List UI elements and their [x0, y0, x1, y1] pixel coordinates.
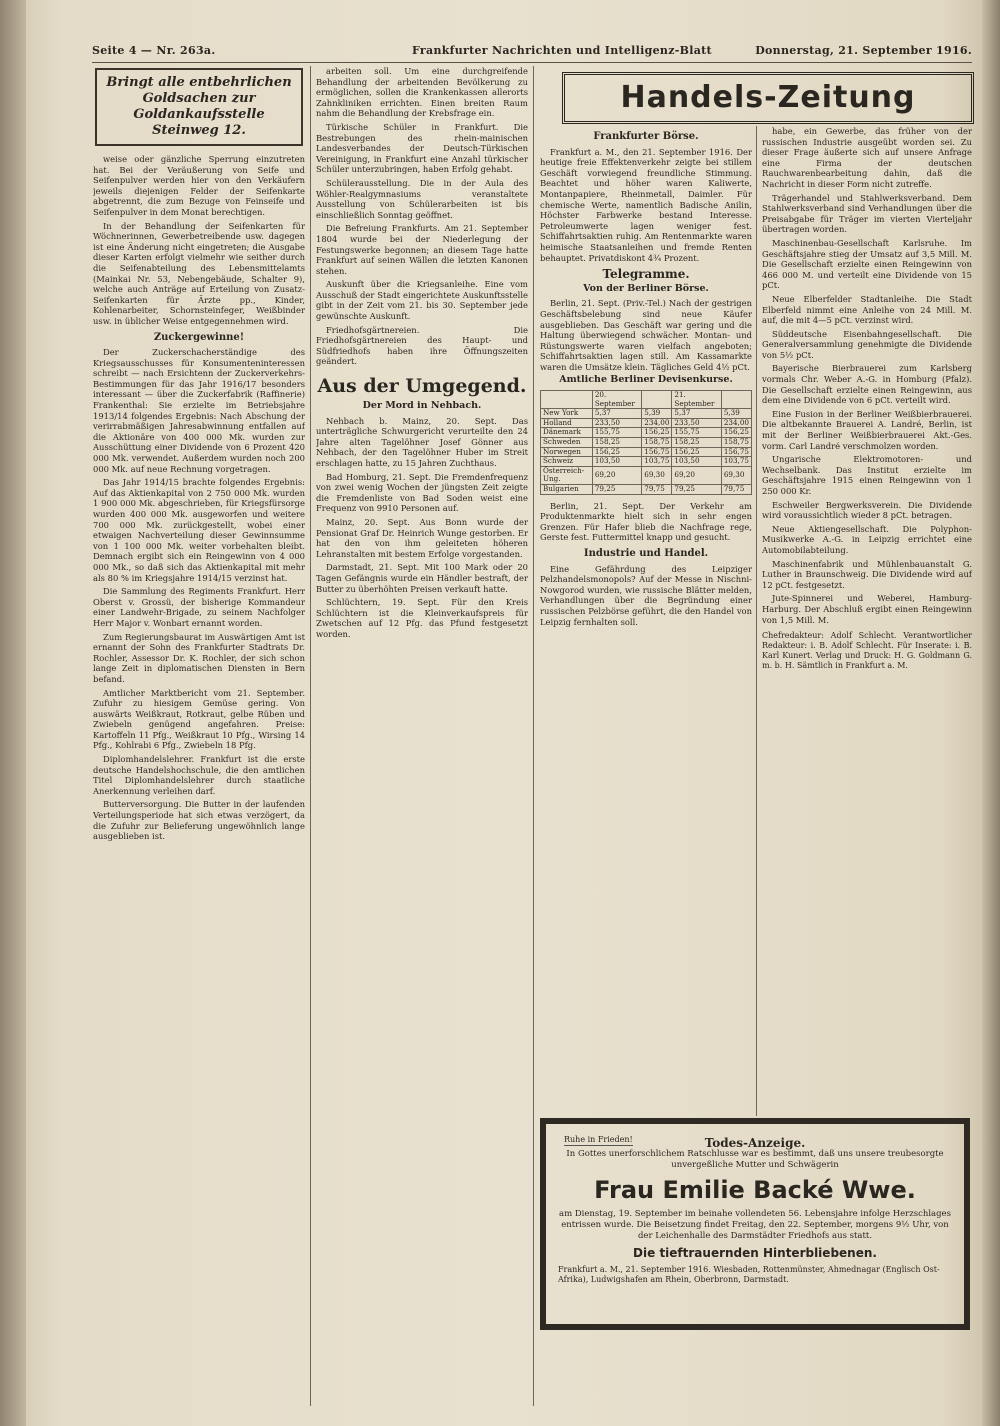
article-paragraph: Nehbach b. Mainz, 20. Sept. Das unterträgliche Schwurgericht verurteilte den 24 Jahre alten Tagelöhner Josef Gönner aus Nehbach, der den Tagelöhner Huber im Streit erschlagen hatte, zu 15 Jahren Zuchthaus. [316, 415, 528, 468]
table-cell: 5,39 [721, 409, 751, 419]
table-cell: 69,30 [642, 466, 672, 484]
table-header-row [541, 391, 752, 409]
article-paragraph: Das Jahr 1914/15 brachte folgendes Ergebnis: Auf das Aktienkapital von 2 750 000 Mk. wurden 1 900 000 Mk. abgeschrieben, für Kriegsfürsorge wurden 400 000 Mk. ausgeworfen und weitere 700 000 Mk. zurückgestellt, wobei einer etwaigen Nachverteilung dieser Gewinnsumme von 1 100 000 Mk. weiter vorbehalten bleibt. Demnach ergibt sich ein Reingewinn von 4 000 000 Mk., so daß sich das Aktienkapital mit mehr als 80 % im Kriegsjahre 1914/15 verzinst hat. [93, 477, 305, 583]
table-header-cell: 20. September [592, 391, 641, 409]
issue-date: Donnerstag, 21. September 1916. [755, 44, 972, 57]
table-cell: 5,37 [672, 409, 721, 419]
article-paragraph: Trägerhandel und Stahlwerksverband. Dem Stahlwerksverband sind Verhandlungen über die Preisabgabe für Träger im vierten Vierteljahr übertragen worden. [762, 192, 972, 235]
table-cell: 103,50 [592, 457, 641, 467]
article-paragraph: Butterversorgung. Die Butter in der laufenden Verteilungsperiode hat sich etwas verzögert, da die Zufuhr zur Belieferung ungewöhnlich lange ausgeblieben ist. [93, 799, 305, 842]
table-row [541, 485, 752, 495]
article-paragraph: Darmstadt, 21. Sept. Mit 100 Mark oder 20 Tagen Gefängnis wurde ein Händler bestraft, der Butter zu überhöhten Preisen verkauft hatte. [316, 562, 528, 594]
article-paragraph: Die Sammlung des Regiments Frankfurt. Herr Oberst v. Grossü, der bisherige Kommandeur einer Landwehr-Brigade, zu seinem Nachfolger Herr Major v. Wonbart ernannt worden. [93, 586, 305, 628]
imprint: Chefredakteur: Adolf Schlecht. Verantwortlicher Redakteur: i. B. Adolf Schlecht. Für Inserate: i. B. Karl Kunert. Verlag und Druck: H. G. Goldmann G. m. b. H. Sämtlich in Frankfurt a. M. [762, 631, 972, 671]
article-paragraph: Türkische Schüler in Frankfurt. Die Bestrebungen des rhein-mainischen Landesverbandes der Deutsch-Türkischen Vereinigung, in Frankfurt eine Anzahl türkischer Schüler unterzubringen, haben Erfolg gehabt. [316, 121, 528, 175]
column-2 [316, 66, 528, 1406]
notice-epigraph: Ruhe in Frieden! [564, 1135, 633, 1144]
article-paragraph: Berlin, 21. Sept. (Priv.-Tel.) Nach der gestrigen Geschäftsbelebung sind neue Käufer ausgeblieben. Das Geschäft war gering und die Haltung überwiegend schwächer. Montan- und Rüstungswerte waren vielfach angeboten; Schiffahrtsaktien lagen still. Am Kassamarkte waren die Umsätze klein. Tägliches Geld 4½ pCt. [540, 298, 752, 372]
table-cell: 155,75 [592, 428, 641, 438]
table-cell: 158,75 [721, 438, 751, 448]
notice-intro: In Gottes unerforschlichem Ratschlusse war es bestimmt, daß uns unsere treubesorgte unvergeßliche Mutter und Schwägerin [566, 1149, 944, 1170]
column-rule [756, 126, 757, 1116]
table-cell: 158,25 [672, 438, 721, 448]
table-cell: 79,75 [642, 485, 672, 495]
table-cell: 158,75 [642, 438, 672, 448]
table-row [541, 466, 752, 484]
table-cell: 156,25 [642, 428, 672, 438]
table-cell: 79,75 [721, 485, 751, 495]
article-paragraph: Mainz, 20. Sept. Aus Bonn wurde der Pensionat Graf Dr. Heinrich Wunge gestorben. Er hat den von ihm geleiteten höheren Lehranstalten mit bestem Erfolge vorgestanden. [316, 516, 528, 559]
death-notice [540, 1118, 970, 1330]
notice-text: am Dienstag, 19. September im beinahe vollendeten 56. Lebensjahre infolge Herzschlages entrissen wurde. Die Beisetzung findet Freitag, den 22. September, morgens 9½ Uhr, von der Leichenhalle des Darmstädter Friedhofs aus statt. [559, 1209, 951, 1241]
article-paragraph: Jute-Spinnerei und Weberei, Hamburg-Harburg. Der Abschluß ergibt einen Reingewinn von 1,5 Mill. M. [762, 593, 972, 625]
article-paragraph: Schlüchtern, 19. Sept. Für den Kreis Schlüchtern ist die Kleinverkaufspreis für Zwetschen auf 12 Pfg. das Pfund festgesetzt worden. [316, 597, 528, 639]
table-cell: 5,37 [592, 409, 641, 419]
gold-ad: Bringt alle entbehrlichen Goldsachen zur Goldankaufsstelle Steinweg 12. [95, 68, 303, 146]
column-4 [762, 126, 972, 1116]
article-paragraph: Eine Gefährdung des Leipziger Pelzhandelsmonopols? Auf der Messe in Nischni-Nowgorod wurden, wie russische Blätter melden, Verhandlungen über die Begründung einer russischen Pelzbörse geführt, die den Handel von Leipzig fernhalten soll. [540, 563, 752, 627]
article-paragraph: Eine Fusion in der Berliner Weißbierbrauerei. Die altbekannte Brauerei A. Landré, Berlin, ist mit der Berliner Weißbierbrauerei Akt.-Ges. vorm. Carl Landré verschmolzen worden. [762, 408, 972, 451]
table-cell: 234,00 [721, 418, 751, 428]
masthead [92, 40, 972, 63]
newspaper-title: Frankfurter Nachrichten und Intelligenz-Blatt [412, 44, 712, 57]
handels-zeitung-header: Handels-Zeitung [562, 72, 974, 124]
table-cell: Dänemark [541, 428, 593, 438]
article-paragraph: Neue Aktiengesellschaft. Die Polyphon-Musikwerke A.-G. in Leipzig errichtet eine Automobilabteilung. [762, 523, 972, 555]
section-heading: Telegramme. [602, 267, 690, 282]
article-paragraph: Eschweiler Bergwerksverein. Die Dividende wird voraussichtlich wieder 8 pCt. betragen. [762, 499, 972, 521]
article-paragraph: arbeiten soll. Um eine durchgreifende Behandlung der arbeitenden Bevölkerung zu ermöglichen, sollen die Krankenkassen allerorts Zahnkliniken errichten. Einen breiten Raum nahm die Behandlung der Krebsfrage ein. [316, 66, 528, 119]
article-paragraph: Schülerausstellung. Die in der Aula des Wöhler-Realgymnasiums veranstaltete Ausstellung von Schülerarbeiten ist bis einschließlich Sonntag geöffnet. [316, 177, 528, 220]
table-row [541, 438, 752, 448]
table-cell: 233,50 [672, 418, 721, 428]
section-heading: Zuckergewinne! [153, 331, 245, 343]
notice-signature: Die tieftrauernden Hinterbliebenen. [633, 1246, 877, 1260]
table-header-cell [541, 391, 593, 409]
article-paragraph: Bayerische Bierbrauerei zum Karlsberg vormals Chr. Weber A.-G. in Homburg (Pfalz). Die Gesellschaft erzielte einen Reingewinn, aus dem eine Dividende von 6 pCt. verteilt wird. [762, 363, 972, 406]
article-paragraph: Friedhofsgärtnereien. Die Friedhofsgärtnereien des Haupt- und Südfriedhofs haben ihre Öffnungszeiten geändert. [316, 324, 528, 367]
article-paragraph: Bad Homburg, 21. Sept. Die Fremdenfrequenz von zwei wenig Wochen der jüngsten Zeit zeigte die Fremdenliste von Bad Soden weist eine Frequenz von 9910 Personen auf. [316, 471, 528, 514]
notice-address: Frankfurt a. M., 21. September 1916. Wiesbaden, Rottenmünster, Ahmednagar (Englisch Ost-Afrika), Ludwigshafen am Rhein, Oberbronn, Darmstadt. [558, 1265, 940, 1284]
table-cell: Schweiz [541, 457, 593, 467]
table-cell: 69,30 [721, 466, 751, 484]
table-cell: 79,25 [672, 485, 721, 495]
article-paragraph: Zum Regierungsbaurat im Auswärtigen Amt ist ernannt der Sohn des Frankfurter Stadtrats Dr. Rochler, Assessor Dr. K. Rochler, der sich schon lange Zeit in diplomatischen Diensten in Bern befand. [93, 631, 305, 684]
column-rule [310, 66, 311, 1406]
article-paragraph: Der Zuckerschacherständige des Kriegsausschusses für Konsumenteninteressen schreibt — nach Ersichtenn der Zuckerverkehrs-Bestimmungen für das Jahr 1916/17 besonders interessant — über die Zuckerfabrik (Raffinerie) Frankenthal: Sie erzielte im Betriebsjahre 1913/14 folgendes Ergebnis: Nach Abschung der verirrabmäßigen Jahresabwinnung entfallen auf die Aktionäre von 400 000 Mk. wurden zur Ausschüttung einer Dividende von 6 Prozent 420 000 Mk. verwendet. Außerdem wurden noch 200 000 Mk. auf neue Rechnung vorgetragen. [93, 347, 305, 474]
table-cell: 233,50 [592, 418, 641, 428]
article-paragraph: Diplomhandelslehrer. Frankfurt ist die erste deutsche Handelshochschule, die den amtlichen Titel Diplomhandelslehrer durch staatliche Anerkennung verleihen darf. [93, 754, 305, 796]
table-cell: 103,75 [721, 457, 751, 467]
table-cell: Bulgarien [541, 485, 593, 495]
table-cell: Schweden [541, 438, 593, 448]
table-cell: 158,25 [592, 438, 641, 448]
table-cell: 5,39 [642, 409, 672, 419]
article-paragraph: Auskunft über die Kriegsanleihe. Eine vom Ausschuß der Stadt eingerichtete Auskunftsstelle gibt in der Zeit vom 21. bis 30. September jede gewünschte Auskunft. [316, 279, 528, 322]
article-paragraph: Neue Elberfelder Stadtanleihe. Die Stadt Elberfeld nimmt eine Anleihe von 24 Mill. M. auf, die mit 4—5 pCt. verzinst wird. [762, 293, 972, 326]
table-cell: 234,00 [642, 418, 672, 428]
article-paragraph: Berlin, 21. Sept. Der Verkehr am Produktenmarkte hielt sich in sehr engen Grenzen. Für Hafer blieb die Nachfrage rege, Gerste fest. Futtermittel knapp und gesucht. [540, 500, 752, 543]
exchange-rate-table [540, 390, 752, 495]
section-subtitle: Der Mord in Nehbach. [362, 400, 482, 412]
table-cell: 156,25 [721, 428, 751, 438]
book-binding-left [0, 0, 26, 1426]
table-cell: Norwegen [541, 447, 593, 457]
table-cell: 156,75 [721, 447, 751, 457]
table-cell: Österreich-Ung. [541, 466, 593, 484]
book-binding-right [982, 0, 1000, 1426]
section-title: Aus der Umgegend. [317, 375, 527, 398]
table-cell: 156,75 [642, 447, 672, 457]
table-cell: 103,50 [672, 457, 721, 467]
table-caption: Amtliche Berliner Devisenkurse. [559, 374, 733, 386]
table-cell: 79,25 [592, 485, 641, 495]
article-paragraph: Maschinenbau-Gesellschaft Karlsruhe. Im Geschäftsjahre stieg der Umsatz auf 3,5 Mill. M. Die Gesellschaft erzielte einen Reingewinn von 466 000 M. und verteilt eine Dividende von 15 pCt. [762, 237, 972, 291]
article-paragraph: habe, ein Gewerbe, das früher von der russischen Industrie ausgeübt worden sei. Zu dieser Frage äußerte sich auf unsere Anfrage eine Firma der deutschen Rauchwarenbearbeitung dahin, daß die Nachricht in dieser Form nicht zutreffe. [762, 126, 972, 189]
column-3 [540, 126, 752, 1166]
page-number: Seite 4 — Nr. 263a. [92, 44, 216, 57]
table-header-cell: 21. September [672, 391, 721, 409]
table-cell: 155,75 [672, 428, 721, 438]
table-cell: 156,25 [592, 447, 641, 457]
article-paragraph: Maschinenfabrik und Mühlenbauanstalt G. Luther in Braunschweig. Die Dividende wird auf 12 pCt. festgesetzt. [762, 558, 972, 590]
table-header-cell [642, 391, 672, 409]
article-paragraph: weise oder gänzliche Sperrung einzutreten hat. Bei der Veräußerung von Seife und Seifenpulver werden hier von den Verkäufern jeweils diejenigen Felder der Seifenkarte abgetrennt, die zum Bezuge von Feinseife und Seifenpulver in dem Monat berechtigen. [93, 154, 305, 217]
section-heading: Industrie und Handel. [583, 547, 709, 559]
article-paragraph: Die Befreiung Frankfurts. Am 21. September 1804 wurde bei der Niederlegung der Festungswerke begonnen; an diesem Tage hatte Frankfurt auf seinen Wällen die letzten Kanonen stehen. [316, 223, 528, 276]
article-paragraph: Ungarische Elektromotoren- und Wechselbank. Das Institut erzielte im Geschäftsjahre 1915 einen Reingewinn von 1 250 000 Kr. [762, 454, 972, 496]
table-cell: New York [541, 409, 593, 419]
article-paragraph: Süddeutsche Eisenbahngesellschaft. Die Generalversammlung genehmigte die Dividende von 5½ pCt. [762, 328, 972, 360]
table-header-cell [721, 391, 751, 409]
article-paragraph: In der Behandlung der Seifenkarten für Wöchnerinnen, Gewerbetreibende usw. dagegen ist eine Änderung nicht eingetreten; die Ausgabe dieser Karten erfolgt vielmehr wie seither durch die Seifenabteilung des Lebensmittelamts (Mainkai Nr. 53, Nebengebäude, Schalter 9), welche auch Anträge auf Erteilung von Zusatz-Seifenkarten für Ärzte pp., Kinder, Kohlenarbeiter, Schornsteinfeger, Weißbinder usw. in üblicher Weise entgegennehmen wird. [93, 220, 305, 326]
deceased-name: Frau Emilie Backé Wwe. [594, 1176, 916, 1204]
table-row [541, 457, 752, 467]
column-rule [533, 66, 534, 1406]
article-paragraph: Amtlicher Marktbericht vom 21. September. Zufuhr zu hiesigem Gemüse gering. Von auswärts Weißkraut, Rotkraut, gelbe Rüben und Zwiebeln genügend angefahren. Preise: Kartoffeln 11 Pfg., Weißkraut 10 Pfg., Wirsing 14 Pfg., Kohlrabi 6 Pfg., Zwiebeln 18 Pfg. [93, 687, 305, 751]
notice-title: Todes-Anzeige. [704, 1136, 806, 1150]
table-cell: 69,20 [672, 466, 721, 484]
table-cell: 103,75 [642, 457, 672, 467]
table-cell: 69,20 [592, 466, 641, 484]
section-subtitle: Von der Berliner Börse. [583, 282, 709, 294]
table-cell: 156,25 [672, 447, 721, 457]
section-heading: Frankfurter Börse. [593, 131, 699, 142]
table-cell: Holland [541, 418, 593, 428]
table-row [541, 409, 752, 419]
article-paragraph: Frankfurt a. M., den 21. September 1916. Der heutige freie Effektenverkehr zeigte bei stillem Geschäft vorwiegend freundliche Stimmung. Beachtet und höher waren Kaliwerte, Montanpapiere, Rheinmetall, Daimler. Für chemische Werte, namentlich Badische Anilin, Höchster Farbwerke bestand Interesse. Petroleumwerte lagen weniger fest. Schiffahrtsaktien ruhig. Am Rentenmarkte waren heimische Staatsanleihen und fremde Renten behauptet. Privatdiskont 4¾ Prozent. [540, 146, 752, 263]
column-1 [93, 66, 305, 1406]
